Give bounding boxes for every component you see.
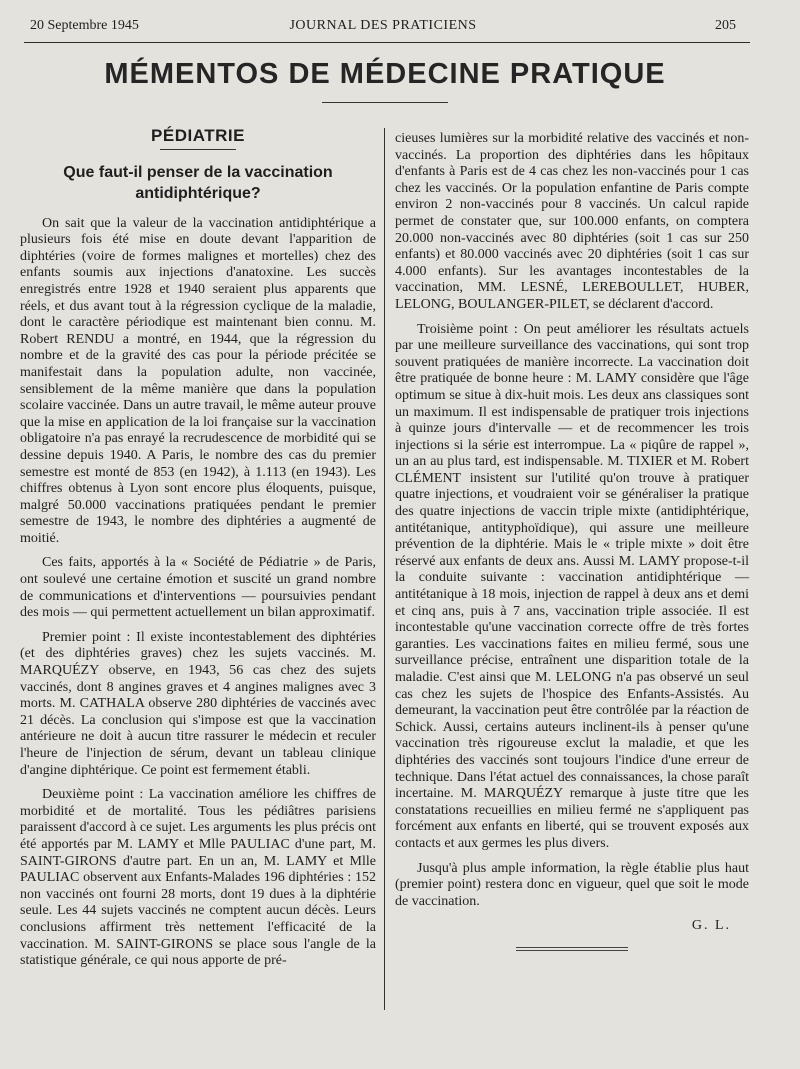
section-rule [160,149,236,150]
column-divider [384,128,385,1010]
paragraph: Troisième point : On peut améliorer les résultats actuels par une meilleure surveillance des vaccinations, qui sont trop souvent pratiquées de manière incorrecte. La vaccination doit être pratiquée de bonne heure : M. LAMY considère que l'âge optimum se situe à dix-huit mois. Les deux ans classiques sont un maximum. Il est indispensable de pratiquer trois injections à quinze jours d'intervalle — et de recommencer les trois injections si la série est interrompue. La « piqûre de rappel », un an au plus tard, est indispensable. M. TIXIER et M. Robert CLÉMENT insistent sur l'utilité qu'on trouve à pratiquer quatre injections, et voudraient voir se généraliser la pratique des quatre injections de vaccin triple mixte (antidiphtérique, antitétanique, antityphoïdique), qui assure une meilleure prévention de la diphtérie. Mais le « triple mixte » doit être réservé aux enfants de deux ans. Aussi M. LAMY propose-t-il la conduite suivante : vaccination antidiphtérique — antitétanique à 18 mois, injection de rappel à deux ans et demi et cinq ans, puis à 7 ans, vaccination triple associée. Il est incontestable qu'une vaccination correcte offre de très fortes garanties. Les vaccinations faites en milieu fermé, sous une surveillance précise, entraînent une disparition totale de la maladie. C'est ainsi que M. LELONG n'a pas observé un seul cas chez les sujets de l'hospice des Enfants-Assistés. Au demeurant, la vaccination peut être contrôlée par la réaction de Schick. Aussi, certains auteurs inclinent-ils à penser qu'une vaccination très rigoureuse exclut la maladie, et que les diphtéries des vaccinés sont toujours l'indice d'une erreur de technique. Dans l'état actuel des connaissances, la chose paraît incertaine. M. MARQUÉZY remarque à juste titre que les constatations recueillies en milieu fermé ne s'appliquent pas forcément aux enfants en liberté, qui se trouvent exposés aux contacts et aux germes les plus divers. [395,321,749,851]
journal-name: JOURNAL DES PRATICIENS [289,18,477,33]
left-column [20,128,376,978]
paragraph: Deuxième point : La vaccination améliore les chiffres de morbidité et de mortalité. Tous les pédiâtres parisiens paraissent d'accord à ce sujet. Les arguments les plus précis ont été apportés par M. LAMY et Mlle PAULIAC d'une part, M. SAINT-GIRONS d'autre part. En un an, M. LAMY et Mlle PAULIAC observent aux Enfants-Malades 196 diphtéries : 152 non vaccinés ont fourni 28 morts, dont 19 dues à la diphtérie seule. Les 44 sujets vaccinés ne comptent aucun décès. Leurs conclusions affirment très nettement l'efficacité de la vaccination. M. SAINT-GIRONS se place sous l'angle de la statistique générale, ce qui nous apporte de pré- [20,787,376,969]
title-rule [322,102,448,103]
page-number: 205 [715,18,736,33]
author-signature: G. L. [691,918,731,934]
article-title: Que faut-il penser de la vaccination antidiphtérique? [63,163,333,202]
running-header [30,18,736,38]
paragraph: On sait que la valeur de la vaccination antidiphtérique a plusieurs fois été mise en doute devant l'apparition de diphtéries (voire de formes malignes et mortelles) chez des enfants soumis aux injections d'anatoxine. Les succès enregistrés entre 1928 et 1940 seraient plus apparents que réels, et dus avant tout à la régression cyclique de la maladie, dont le caractère périodique est maintenant bien connu. M. Robert RENDU a montré, en 1944, que la régression du nombre et de la gravité des cas pour la période précitée se manifestait dans la population adulte, non vaccinée, sensiblement de la même manière que dans la population scolaire vaccinée. Dans un autre travail, le même auteur prouve que la mise en application de la loi française sur la vaccination obligatoire n'a pas enrayé la recrudescence de morbidité qui se dessine depuis 1940. A Paris, le nombre des cas du premier semestre est monté de 853 (en 1942), à 1.113 (en 1943). Les chiffres obtenus à Lyon sont encore plus éloquents, puisque, malgré 50.000 vaccinations pratiquées pendant le premier semestre de 1943, le nombre des diphtéries a augmenté de moitié. [20,215,376,546]
right-column [395,131,749,951]
issue-date: 20 Septembre 1945 [30,18,139,33]
header-rule [24,42,750,43]
section-heading: PÉDIATRIE [151,126,245,145]
end-rule [516,947,628,951]
paragraph: Premier point : Il existe incontestablement des diphtéries (et des diphtéries graves) chez les sujets vaccinés. M. MARQUÉZY observe, en 1943, 56 cas chez des sujets vaccinés, dont 8 angines graves et 4 angines malignes avec 3 morts. M. CATHALA observe 280 diphtéries de vaccinés avec 21 décès. La conclusion qui s'impose est que la vaccination antérieure ne doit à aucun titre rassurer le médecin et reculer l'heure de l'injection de sérum, devant un tableau clinique d'angine diphtérique. Ce point est fermement établi. [20,629,376,778]
paragraph: Ces faits, apportés à la « Société de Pédiatrie » de Paris, ont soulevé une certaine émotion et suscité un grand nombre de communications et d'interventions — poursuivies pendant des mois — qui permettent actuellement un bilan approximatif. [20,555,376,621]
paragraph: cieuses lumières sur la morbidité relative des vaccinés et non-vaccinés. La proportion des diphtéries dans les hôpitaux d'enfants à Paris est de 4 cas chez les non-vaccinés pour 1 cas chez les vaccinés. Or la population enfantine de Paris compte environ 2 non-vaccinés pour 8 vaccinés. Un calcul rapide permet de constater que, sur 100.000 enfants, on comptera 20.000 non-vaccinés avec 80 diphtéries (soit 1 cas sur 250 enfants) et 80.000 vaccinés avec 20 diphtéries (soit 1 cas sur 4.000 enfants). Sur les avantages incontestables de la vaccination, MM. LESNÉ, LEREBOULLET, HUBER, LELONG, BOULANGER-PILET, se déclarent d'accord. [395,131,749,312]
paragraph: Jusqu'à plus ample information, la règle établie plus haut (premier point) restera donc en vigueur, quel que soit le mode de vaccination. [395,860,749,909]
main-title: MÉMENTOS DE MÉDECINE PRATIQUE [104,58,666,90]
